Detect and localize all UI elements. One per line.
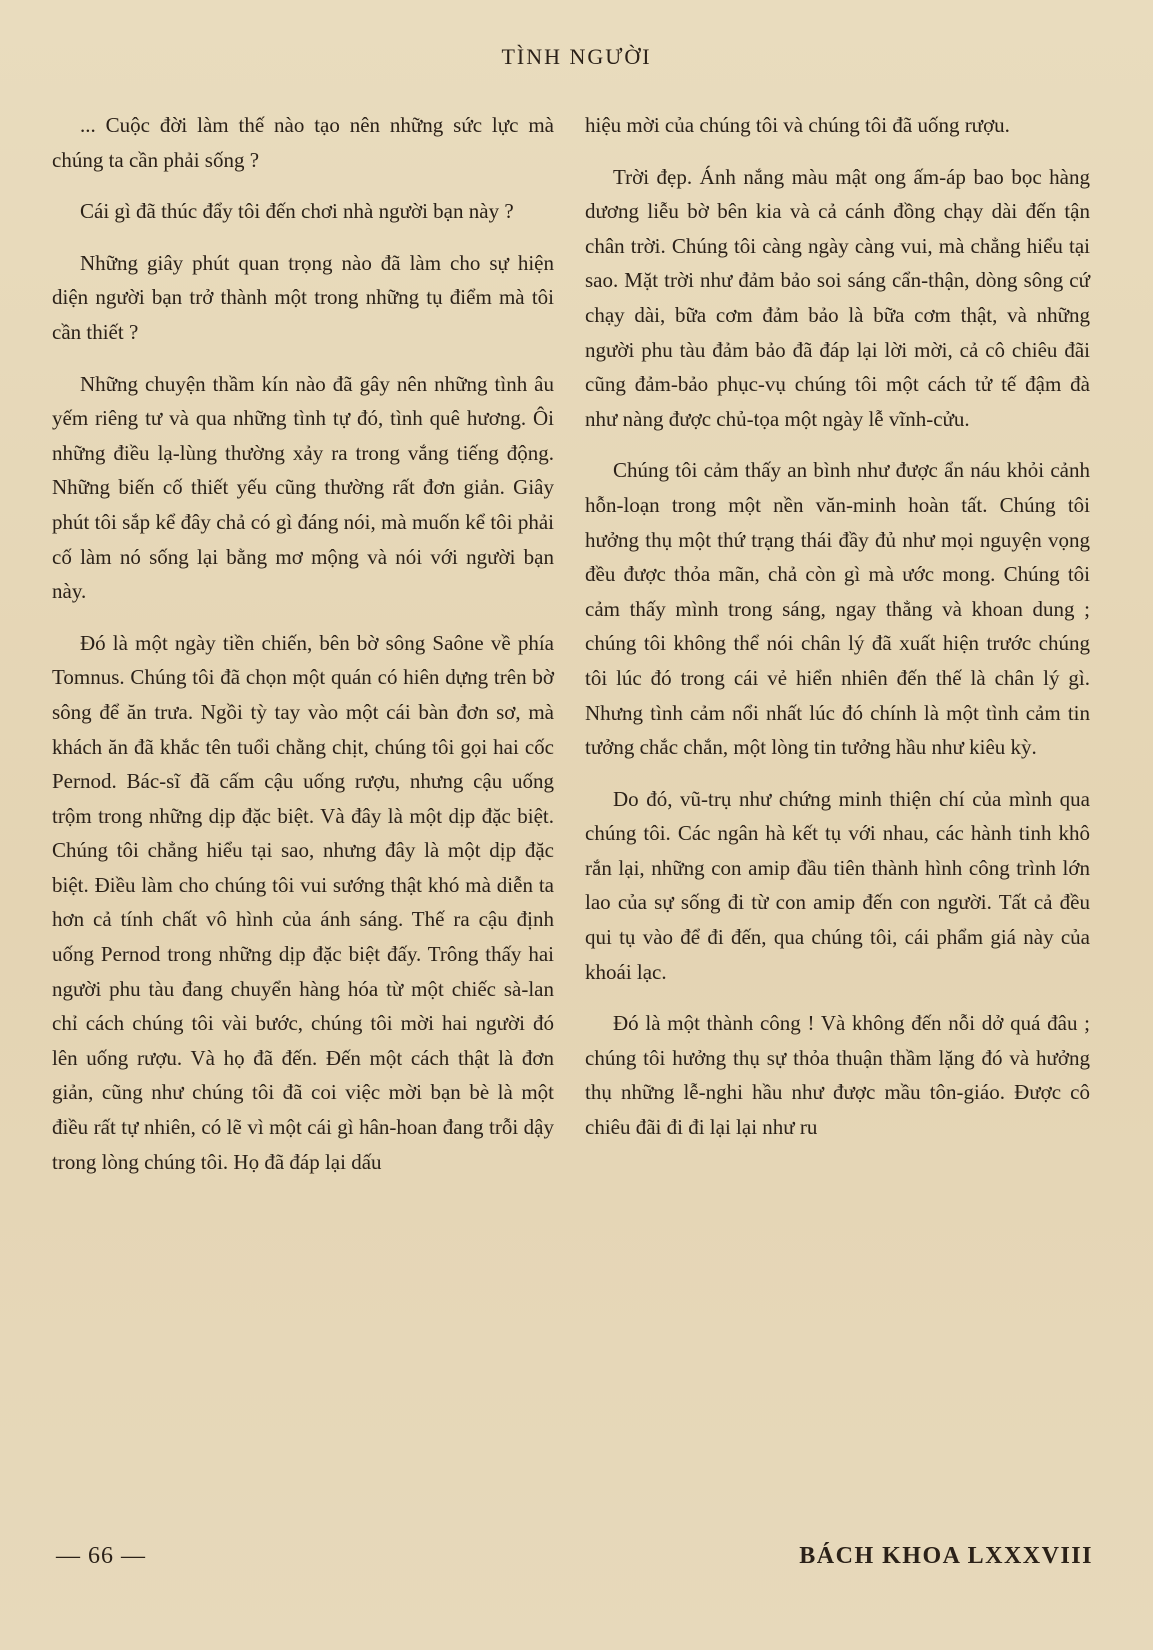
paragraph: Những giây phút quan trọng nào đã làm cho sự hiện diện người bạn trở thành một trong những tụ điểm mà tôi cần thiết ? (52, 250, 554, 344)
page-number: — 66 — (56, 1543, 146, 1569)
paragraph: Đó là một ngày tiền chiến, bên bờ sông Saône về phía Tomnus. Chúng tôi đã chọn một quán có hiên dựng trên bờ sông để ăn trưa. Ngồi tỳ tay vào một cái bàn đơn sơ, mà khách ăn đã khắc tên tuổi chằng chịt, chúng tôi gọi hai cốc Pernod. Bác-sĩ đã cấm cậu uống rượu, nhưng cậu uống trộm trong những dịp đặc biệt. Và đây là một dịp đặc biệt. Chúng tôi chẳng hiểu tại sao, nhưng đây là một dịp đặc biệt. Điều làm cho chúng tôi vui sướng thật khó mà diễn ta hơn cả tính chất vô hình của ánh sáng. Thế ra cậu định uống Pernod trong những dịp đặc biệt đấy. Trông thấy hai người phu tàu đang chuyển hàng hóa từ một chiếc sà-lan chỉ cách chúng tôi vài bước, chúng tôi mời hai người đó lên uống rượu. Và họ đã đến. Đến một cách thật là đơn giản, cũng như chúng tôi đã coi việc mời bạn bè là một điều rất tự nhiên, có lẽ vì một cái gì hân-hoan đang trỗi dậy trong lòng chúng tôi. Họ đã đáp lại dấu (52, 630, 554, 1174)
left-column (52, 108, 554, 1196)
paragraph: Do đó, vũ-trụ như chứng minh thiện chí của mình qua chúng tôi. Các ngân hà kết tụ với nhau, các hành tinh khô rắn lại, những con amip đầu tiên thành hình công trình lớn lao của sự sống đi từ con amip đến con người. Tất cả đều qui tụ vào để đi đến, qua chúng tôi, cái phẩm giá này của khoái lạc. (585, 786, 1090, 984)
paragraph: Cái gì đã thúc đẩy tôi đến chơi nhà người bạn này ? (80, 199, 514, 224)
paragraph: Chúng tôi cảm thấy an bình như được ẩn náu khỏi cảnh hỗn-loạn trong một nền văn-minh hoàn tất. Chúng tôi hưởng thụ một thứ trạng thái đầy đủ như mọi nguyện vọng đều được thỏa mãn, chả còn gì mà ước mong. Chúng tôi cảm thấy mình trong sáng, ngay thẳng và khoan dung ; chúng tôi không thể nói chân lý đã xuất hiện trước chúng tôi lúc đó trong cái vẻ hiển nhiên đến thế là chân lý gì. Nhưng tình cảm nổi nhất lúc đó chính là một tình cảm tin tưởng chắc chắn, một lòng tin tưởng hầu như kiêu kỳ. (585, 458, 1090, 760)
paragraph: ... Cuộc đời làm thế nào tạo nên những sức lực mà chúng ta cần phải sống ? (52, 113, 554, 172)
publication-name: BÁCH KHOA LXXXVIII (799, 1543, 1093, 1569)
paragraph-continued: hiệu mời của chúng tôi và chúng tôi đã uống rượu. (585, 113, 1010, 137)
paragraph: Trời đẹp. Ánh nắng màu mật ong ấm-áp bao bọc hàng dương liễu bờ bên kia và cả cánh đồng chạy dài đến tận chân trời. Chúng tôi càng ngày càng vui, mà chẳng hiểu tại sao. Mặt trời như đảm bảo soi sáng cẩn-thận, dòng sông cứ chạy dài, bữa cơm đảm bảo là bữa cơm thật, và những người phu tàu đảm bảo đã đáp lại lời mời, cả cô chiêu đãi cũng đảm-bảo phục-vụ chúng tôi một cách tử tế đậm đà như nàng được chủ-tọa một ngày lễ vĩnh-cửu. (585, 164, 1090, 431)
right-column (585, 108, 1090, 1162)
paragraph: Những chuyện thầm kín nào đã gây nên những tình âu yếm riêng tư và qua những tình tự đó, tình quê hương. Ôi những điều lạ-lùng thường xảy ra trong vắng tiếng động. Những biến cố thiết yếu cũng thường rất đơn giản. Giây phút tôi sắp kể đây chả có gì đáng nói, mà muốn kể tôi phải cố làm nó sống lại bằng mơ mộng và nói với người bạn này. (52, 371, 554, 604)
paragraph: Đó là một thành công ! Và không đến nỗi dở quá đâu ; chúng tôi hưởng thụ sự thỏa thuận thầm lặng đó và hưởng thụ những lễ-nghi hầu như được mầu tôn-giáo. Được cô chiêu đãi đi đi lại lại như ru (585, 1011, 1090, 1140)
running-title: TÌNH NGƯỜI (501, 44, 652, 69)
